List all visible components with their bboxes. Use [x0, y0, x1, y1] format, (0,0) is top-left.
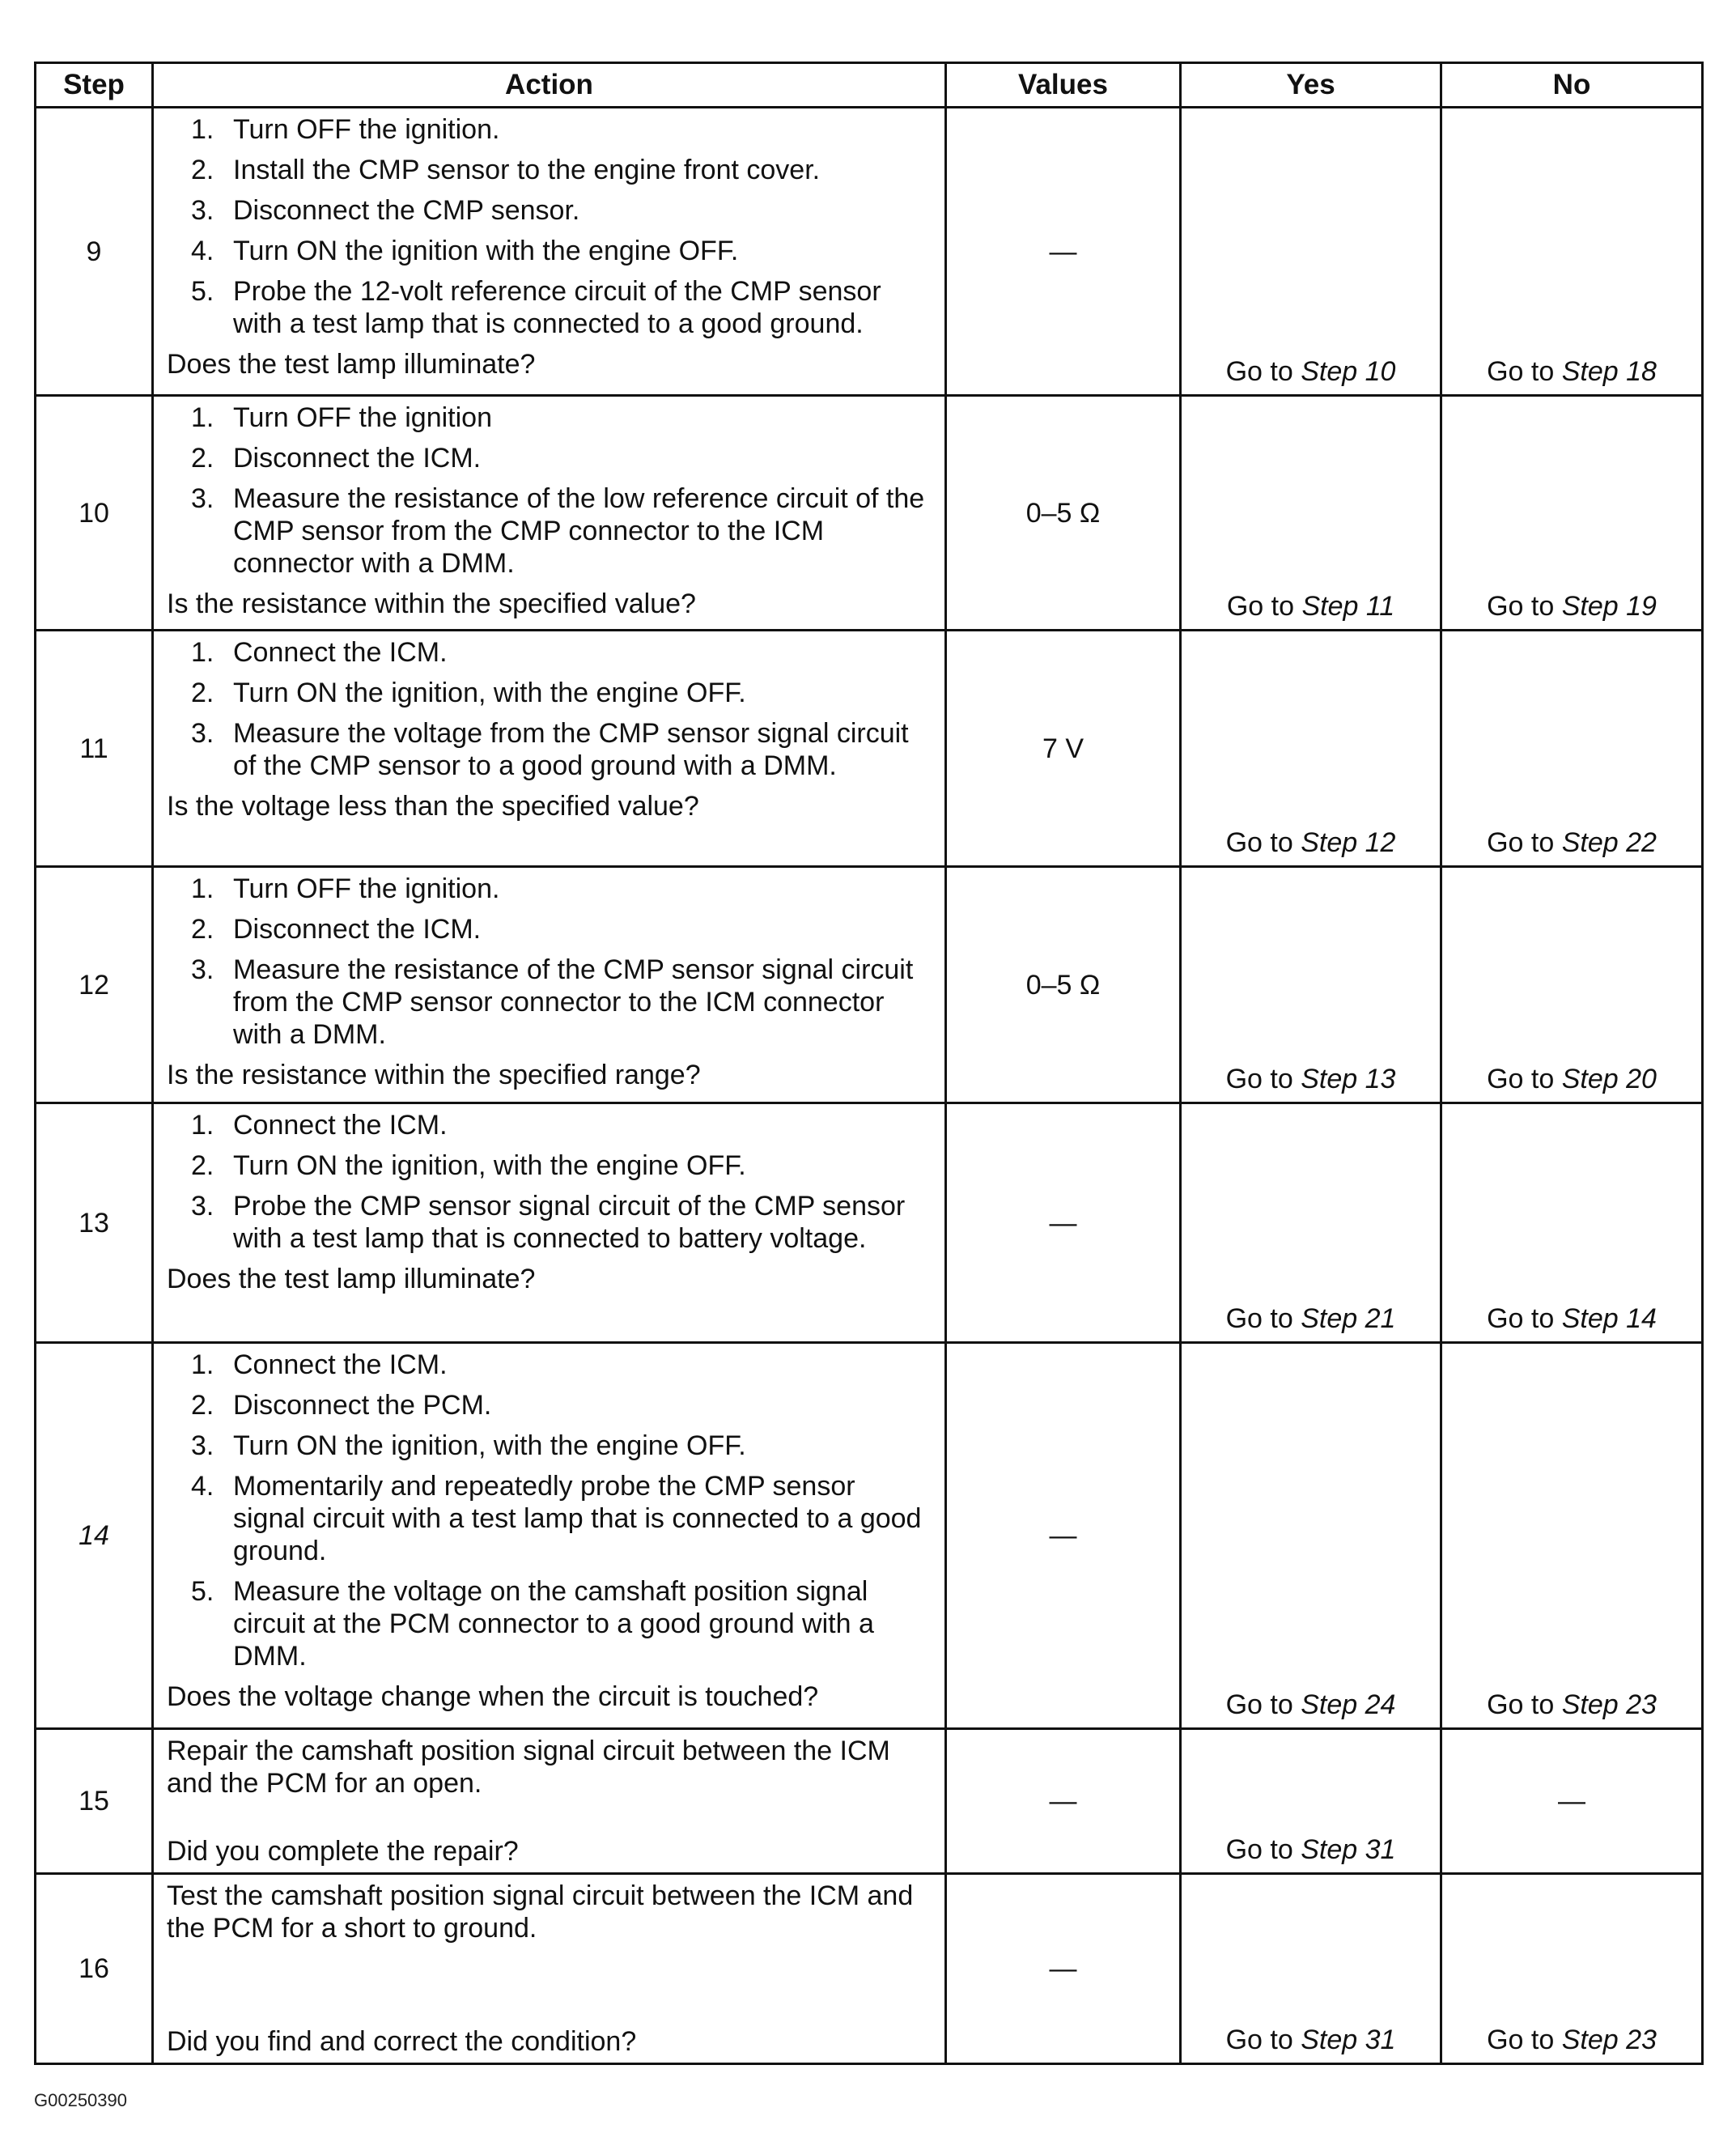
action-item [167, 154, 933, 186]
header-values: Values [946, 63, 1181, 108]
action-item-text: Measure the resistance of the CMP sensor signal circuit from the CMP sensor connector to the ICM connector with a DMM. [233, 954, 914, 1050]
no-cell [1441, 396, 1703, 631]
action-cell [153, 396, 946, 631]
table-row [36, 108, 1703, 396]
goto-prefix: Go to [1225, 356, 1293, 387]
step-number: 10 [36, 396, 153, 631]
action-item [167, 442, 933, 474]
action-item-text: Turn ON the ignition, with the engine OFF. [233, 1150, 746, 1181]
goto-prefix: Go to [1225, 2025, 1293, 2055]
action-item [167, 1190, 933, 1255]
action-item-number: 2. [191, 443, 214, 474]
goto-prefix: Go to [1225, 1689, 1293, 1720]
action-item-text: Disconnect the ICM. [233, 914, 482, 945]
action-item-text: Turn OFF the ignition. [233, 873, 500, 904]
table-row [36, 867, 1703, 1103]
action-list [167, 113, 933, 340]
action-item-text: Disconnect the ICM. [233, 443, 482, 474]
step-reference: Step 20 [1561, 1064, 1657, 1094]
action-item [167, 717, 933, 782]
action-item-text: Probe the 12-volt reference circuit of the CMP sensor with a test lamp that is connected to a good ground. [233, 276, 881, 339]
step-number: 11 [36, 631, 153, 867]
yes-cell [1181, 1103, 1441, 1343]
no-cell [1441, 1103, 1703, 1343]
action-question: Is the resistance within the specified range? [167, 1060, 701, 1090]
action-item [167, 1575, 933, 1672]
goto-prefix: Go to [1487, 827, 1555, 858]
action-item-number: 1. [191, 114, 214, 145]
action-item-text: Turn ON the ignition, with the engine OFF. [233, 1430, 746, 1461]
action-question: Did you find and correct the condition? [167, 2026, 637, 2057]
yes-cell [1181, 631, 1441, 867]
goto-prefix: Go to [1487, 1303, 1555, 1334]
action-item-number: 1. [191, 1110, 214, 1141]
step-number: 12 [36, 867, 153, 1103]
action-item [167, 402, 933, 434]
step-reference: Step 10 [1301, 356, 1396, 387]
action-item-number: 1. [191, 1349, 214, 1380]
step-reference: Step 23 [1561, 2025, 1657, 2055]
action-item-number: 3. [191, 954, 214, 985]
action-item-number: 4. [191, 236, 214, 266]
table-row [36, 1874, 1703, 2064]
value-cell: — [946, 1729, 1181, 1874]
goto-prefix: Go to [1225, 827, 1293, 858]
step-reference: Step 13 [1301, 1064, 1396, 1094]
yes-cell [1181, 867, 1441, 1103]
step-number: 16 [36, 1874, 153, 2064]
action-item [167, 636, 933, 669]
action-item [167, 913, 933, 945]
value-cell: — [946, 1103, 1181, 1343]
action-item [167, 482, 933, 580]
action-item [167, 1149, 933, 1182]
action-item-number: 5. [191, 1576, 214, 1607]
no-cell [1441, 631, 1703, 867]
step-reference: Step 31 [1301, 2025, 1396, 2055]
action-item-text: Turn ON the ignition with the engine OFF. [233, 236, 739, 266]
action-item [167, 194, 933, 227]
action-item [167, 1470, 933, 1567]
action-item-text: Measure the voltage from the CMP sensor signal circuit of the CMP sensor to a good ground with a DMM. [233, 718, 909, 781]
action-item-number: 1. [191, 637, 214, 668]
action-item-number: 4. [191, 1471, 214, 1502]
goto-prefix: Go to [1487, 1064, 1555, 1094]
header-step: Step [36, 63, 153, 108]
action-item-text: Measure the voltage on the camshaft position signal circuit at the PCM connector to a good ground with a DMM. [233, 1576, 874, 1672]
goto-prefix: Go to [1487, 1689, 1555, 1720]
action-text: Repair the camshaft position signal circuit between the ICM and the PCM for an open. [167, 1736, 890, 1799]
yes-cell [1181, 1729, 1441, 1874]
yes-cell [1181, 108, 1441, 396]
action-list [167, 873, 933, 1051]
action-question: Is the resistance within the specified value? [167, 588, 696, 619]
action-item-text: Disconnect the PCM. [233, 1390, 492, 1421]
goto-prefix: Go to [1487, 356, 1555, 387]
action-item-text: Measure the resistance of the low reference circuit of the CMP sensor from the CMP connector to the ICM connector with a DMM. [233, 483, 925, 579]
step-reference: Step 14 [1561, 1303, 1657, 1334]
action-item-number: 1. [191, 873, 214, 904]
value-cell: 0–5 Ω [946, 867, 1181, 1103]
action-item-number: 2. [191, 678, 214, 708]
step-reference: Step 22 [1561, 827, 1657, 858]
table-row [36, 631, 1703, 867]
action-list [167, 1109, 933, 1255]
header-yes: Yes [1181, 63, 1441, 108]
action-item [167, 1349, 933, 1381]
step-number: 9 [36, 108, 153, 396]
spacer [167, 1799, 933, 1832]
action-question: Is the voltage less than the specified value? [167, 791, 699, 822]
action-cell [153, 1343, 946, 1729]
value-cell: 0–5 Ω [946, 396, 1181, 631]
diagnostic-table [34, 62, 1704, 2065]
action-item-text: Turn OFF the ignition. [233, 114, 500, 145]
action-question: Does the voltage change when the circuit is touched? [167, 1681, 819, 1712]
action-cell [153, 1103, 946, 1343]
action-item [167, 954, 933, 1051]
value-cell: — [946, 108, 1181, 396]
step-reference: Step 31 [1301, 1834, 1396, 1865]
action-item-text: Turn OFF the ignition [233, 402, 492, 433]
action-item-number: 2. [191, 1150, 214, 1181]
goto-prefix: Go to [1225, 1834, 1293, 1865]
action-item-text: Connect the ICM. [233, 637, 448, 668]
table-header [36, 63, 1703, 108]
spacer [167, 1944, 933, 2022]
header-no: No [1441, 63, 1703, 108]
step-reference: Step 23 [1561, 1689, 1657, 1720]
action-question: Does the test lamp illuminate? [167, 1264, 536, 1294]
action-item-number: 3. [191, 1430, 214, 1461]
step-reference: Step 11 [1301, 591, 1395, 622]
goto-prefix: Go to [1225, 1303, 1293, 1334]
action-cell [153, 1874, 946, 2064]
step-number-text: 14 [79, 1520, 109, 1551]
table-row [36, 1343, 1703, 1729]
no-cell [1441, 1874, 1703, 2064]
action-question: Does the test lamp illuminate? [167, 349, 536, 380]
value-cell: — [946, 1874, 1181, 2064]
yes-cell [1181, 396, 1441, 631]
step-reference: Step 18 [1561, 356, 1657, 387]
action-question: Did you complete the repair? [167, 1836, 519, 1867]
no-cell [1441, 1343, 1703, 1729]
action-item-text: Turn ON the ignition, with the engine OFF. [233, 678, 746, 708]
action-text: Test the camshaft position signal circuit between the ICM and the PCM for a short to ground. [167, 1880, 914, 1944]
yes-cell [1181, 1343, 1441, 1729]
step-number [36, 1343, 153, 1729]
table-row [36, 1103, 1703, 1343]
action-item [167, 275, 933, 340]
step-number: 13 [36, 1103, 153, 1343]
action-item-number: 3. [191, 718, 214, 749]
action-cell [153, 867, 946, 1103]
action-item [167, 1430, 933, 1462]
action-item-number: 2. [191, 155, 214, 185]
action-item-number: 2. [191, 914, 214, 945]
action-item [167, 873, 933, 905]
action-item-number: 1. [191, 402, 214, 433]
goto-prefix: Go to [1225, 1064, 1293, 1094]
action-cell [153, 631, 946, 867]
no-cell: — [1441, 1729, 1703, 1874]
action-cell [153, 1729, 946, 1874]
action-item-number: 3. [191, 195, 214, 226]
table-row [36, 1729, 1703, 1874]
action-item-number: 3. [191, 483, 214, 514]
step-number: 15 [36, 1729, 153, 1874]
action-item-text: Install the CMP sensor to the engine front cover. [233, 155, 821, 185]
goto-prefix: Go to [1226, 591, 1295, 622]
step-reference: Step 12 [1301, 827, 1396, 858]
action-item-text: Momentarily and repeatedly probe the CMP sensor signal circuit with a test lamp that is connected to a good ground. [233, 1471, 922, 1566]
table-body [36, 108, 1703, 2064]
value-cell: 7 V [946, 631, 1181, 867]
diagnostic-table-container [34, 62, 1701, 2065]
goto-prefix: Go to [1487, 2025, 1555, 2055]
action-item-number: 2. [191, 1390, 214, 1421]
action-cell [153, 108, 946, 396]
action-item-text: Probe the CMP sensor signal circuit of the CMP sensor with a test lamp that is connected to battery voltage. [233, 1191, 906, 1254]
action-item-number: 3. [191, 1191, 214, 1222]
step-reference: Step 19 [1561, 591, 1657, 622]
step-reference: Step 21 [1301, 1303, 1396, 1334]
action-item-text: Connect the ICM. [233, 1110, 448, 1141]
no-cell [1441, 108, 1703, 396]
header-row [36, 63, 1703, 108]
action-item [167, 113, 933, 146]
yes-cell [1181, 1874, 1441, 2064]
figure-id: G00250390 [34, 2090, 127, 2110]
no-cell [1441, 867, 1703, 1103]
action-item-text: Connect the ICM. [233, 1349, 448, 1380]
action-item [167, 235, 933, 267]
action-item [167, 1389, 933, 1421]
step-reference: Step 24 [1301, 1689, 1396, 1720]
action-list [167, 636, 933, 782]
action-item-text: Disconnect the CMP sensor. [233, 195, 580, 226]
table-row [36, 396, 1703, 631]
action-item [167, 677, 933, 709]
action-list [167, 402, 933, 580]
header-action: Action [153, 63, 946, 108]
action-item [167, 1109, 933, 1141]
goto-prefix: Go to [1487, 591, 1555, 622]
action-list [167, 1349, 933, 1672]
action-item-number: 5. [191, 276, 214, 307]
value-cell: — [946, 1343, 1181, 1729]
